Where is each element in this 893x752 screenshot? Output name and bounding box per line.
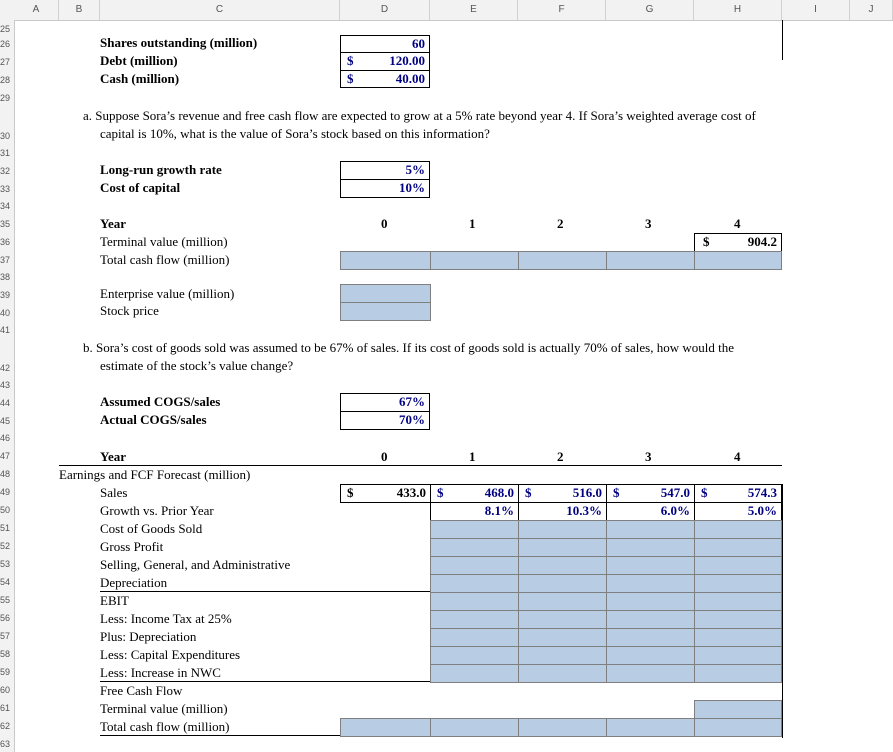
stock-price-label: Stock price [100, 303, 159, 318]
year-b-1: 1 [469, 449, 476, 464]
year-label-b: Year [100, 449, 126, 464]
sales-2[interactable] [518, 484, 607, 503]
total-cf-a-4[interactable] [694, 251, 782, 270]
row-number[interactable]: 30 [0, 131, 11, 141]
sales-0[interactable] [340, 484, 431, 503]
row-number[interactable]: 55 [0, 595, 11, 605]
total-cf-b-4[interactable] [694, 718, 782, 737]
grid-line [430, 574, 782, 575]
row-number[interactable]: 28 [0, 75, 11, 85]
year-row-underline [59, 465, 782, 466]
row-number[interactable]: 25 [0, 24, 11, 34]
sheet-divider [782, 20, 783, 60]
row-number[interactable]: 38 [0, 272, 11, 282]
nwc-label: Less: Increase in NWC [100, 665, 221, 680]
row-number[interactable]: 41 [0, 325, 11, 335]
row-number[interactable]: 40 [0, 308, 11, 318]
row-number[interactable]: 58 [0, 649, 11, 659]
row-number[interactable]: 54 [0, 577, 11, 587]
cash-currency: $ [347, 71, 354, 86]
grid-line [430, 610, 782, 611]
row-number[interactable]: 51 [0, 523, 11, 533]
growth-rate-label: Long-run growth rate [100, 162, 222, 177]
growth-4[interactable]: 5.0% [694, 502, 782, 521]
terminal-currency: $ [703, 234, 710, 249]
shares-label: Shares outstanding (million) [100, 35, 258, 50]
total-cf-a-2[interactable] [518, 251, 607, 270]
column-header-b[interactable]: B [59, 0, 100, 20]
debt-currency: $ [347, 53, 354, 68]
row-number[interactable]: 33 [0, 184, 11, 194]
grid-line [430, 538, 782, 539]
sales-2-value: 516.0 [572, 485, 602, 500]
row-number[interactable]: 32 [0, 166, 11, 176]
row-number[interactable]: 49 [0, 487, 11, 497]
row-number[interactable]: 57 [0, 631, 11, 641]
year-b-4: 4 [734, 449, 741, 464]
total-cash-flow-label-a: Total cash flow (million) [100, 252, 230, 267]
grid-line [430, 646, 782, 647]
cogs-label: Cost of Goods Sold [100, 521, 203, 536]
depreciation-label: Depreciation [100, 575, 168, 590]
nwc-underline [100, 681, 430, 682]
grid-line [430, 628, 782, 629]
forecast-grid-year4[interactable] [694, 520, 782, 683]
row-number[interactable]: 27 [0, 57, 11, 67]
column-header-e[interactable]: E [430, 0, 518, 20]
sales-3-value: 547.0 [660, 485, 690, 500]
growth-1[interactable]: 8.1% [430, 502, 519, 521]
total-cash-flow-label-b: Total cash flow (million) [100, 719, 230, 734]
row-number[interactable]: 34 [0, 201, 11, 211]
column-header-j[interactable]: J [850, 0, 893, 20]
column-header-h[interactable]: H [694, 0, 782, 20]
debt-input[interactable] [340, 52, 430, 70]
growth-label: Growth vs. Prior Year [100, 503, 214, 518]
gross-profit-label: Gross Profit [100, 539, 164, 554]
sales-4-currency: $ [701, 485, 708, 500]
row-header-bar [0, 20, 15, 752]
row-number[interactable]: 53 [0, 559, 11, 569]
sales-4[interactable] [694, 484, 782, 503]
sales-1[interactable] [430, 484, 519, 503]
row-number[interactable]: 56 [0, 613, 11, 623]
cash-value: 40.00 [395, 71, 425, 86]
row-number[interactable]: 52 [0, 541, 11, 551]
total-cf-a-1[interactable] [430, 251, 519, 270]
actual-cogs-input[interactable]: 70% [340, 411, 430, 430]
year-b-0: 0 [381, 449, 388, 464]
sales-label: Sales [100, 485, 128, 500]
column-header-c[interactable]: C [100, 0, 340, 20]
sales-0-value: 433.0 [396, 485, 426, 500]
row-number[interactable]: 43 [0, 380, 11, 390]
capex-label: Less: Capital Expenditures [100, 647, 241, 662]
growth-rate-input[interactable]: 5% [340, 161, 430, 180]
row-number[interactable]: 31 [0, 148, 11, 158]
sga-label: Selling, General, and Administrative [100, 557, 291, 572]
column-header-f[interactable]: F [518, 0, 606, 20]
total-cf-a-0[interactable] [340, 251, 431, 270]
row-number[interactable]: 42 [0, 363, 11, 373]
assumed-cogs-input[interactable]: 67% [340, 393, 430, 412]
sales-3-currency: $ [613, 485, 620, 500]
forecast-grid-year2[interactable] [518, 520, 607, 683]
sales-1-value: 468.0 [484, 485, 514, 500]
year-a-1: 1 [469, 216, 476, 231]
row-number[interactable]: 61 [0, 703, 11, 713]
row-number[interactable]: 26 [0, 39, 11, 49]
question-a-line2: capital is 10%, what is the value of Sora’s stock based on this information? [100, 126, 490, 141]
cost-of-capital-label: Cost of capital [100, 180, 181, 195]
terminal-value-label-b: Terminal value (million) [100, 701, 228, 716]
year-a-3: 3 [645, 216, 652, 231]
terminal-value-label-a: Terminal value (million) [100, 234, 228, 249]
total-cf-a-3[interactable] [606, 251, 695, 270]
question-b-line2: estimate of the stock’s value change? [100, 358, 294, 373]
terminal-value-a: 904.2 [747, 234, 777, 249]
grid-line [430, 664, 782, 665]
sales-3[interactable] [606, 484, 695, 503]
total-cf-b-1[interactable] [430, 718, 519, 737]
row-number[interactable]: 36 [0, 237, 11, 247]
row-number[interactable]: 44 [0, 398, 11, 408]
terminal-value-cell-a[interactable] [694, 233, 782, 252]
stock-price-cell[interactable] [340, 302, 431, 321]
grid-line [430, 592, 782, 593]
terminal-value-cell-b[interactable] [694, 700, 782, 719]
actual-cogs-label: Actual COGS/sales [100, 412, 207, 427]
row-number[interactable]: 59 [0, 667, 11, 677]
year-b-3: 3 [645, 449, 652, 464]
row-number[interactable]: 39 [0, 290, 11, 300]
enterprise-value-cell[interactable] [340, 284, 431, 303]
enterprise-value-label: Enterprise value (million) [100, 286, 235, 301]
year-a-0: 0 [381, 216, 388, 231]
sales-4-value: 574.3 [747, 485, 777, 500]
plus-depreciation-label: Plus: Depreciation [100, 629, 197, 644]
cash-label: Cash (million) [100, 71, 180, 86]
row-number[interactable]: 62 [0, 721, 11, 731]
cash-input[interactable] [340, 70, 430, 88]
total-cf-b-3[interactable] [606, 718, 695, 737]
question-a-line1: a. Suppose Sora’s revenue and free cash flow are expected to grow at a 5% rate beyond year 4. If Sora’s weighted average cost of [83, 108, 756, 123]
cost-of-capital-input[interactable]: 10% [340, 179, 430, 198]
row-number[interactable]: 63 [0, 739, 11, 749]
forecast-right-border [782, 484, 783, 738]
depreciation-underline [100, 591, 430, 592]
row-number[interactable]: 60 [0, 685, 11, 695]
year-b-2: 2 [557, 449, 564, 464]
row-number[interactable]: 45 [0, 416, 11, 426]
row-number[interactable]: 37 [0, 255, 11, 265]
sales-1-currency: $ [437, 485, 444, 500]
forecast-grid-year3[interactable] [606, 520, 695, 683]
shares-input[interactable]: 60 [340, 35, 430, 53]
row-number[interactable]: 29 [0, 93, 11, 103]
column-header-d[interactable]: D [340, 0, 430, 20]
year-a-2: 2 [557, 216, 564, 231]
forecast-grid-year1[interactable] [430, 520, 519, 683]
row-number[interactable]: 48 [0, 469, 11, 479]
column-header-bar [0, 0, 893, 21]
question-b-line1: b. Sora’s cost of goods sold was assumed to be 67% of sales. If its cost of goods sold is actually 70% of sales, how would the [83, 340, 735, 355]
growth-2[interactable]: 10.3% [518, 502, 607, 521]
debt-value: 120.00 [389, 53, 425, 68]
assumed-cogs-label: Assumed COGS/sales [100, 394, 221, 409]
year-label-a: Year [100, 216, 126, 231]
ebit-label: EBIT [100, 593, 129, 608]
year-a-4: 4 [734, 216, 741, 231]
column-header-a[interactable]: A [14, 0, 59, 20]
forecast-title: Earnings and FCF Forecast (million) [59, 467, 251, 482]
row-number[interactable]: 35 [0, 219, 11, 229]
total-cf-b-2[interactable] [518, 718, 607, 737]
column-header-i[interactable]: I [782, 0, 850, 20]
income-tax-label: Less: Income Tax at 25% [100, 611, 232, 626]
grid-line [430, 556, 782, 557]
free-cash-flow-label: Free Cash Flow [100, 683, 183, 698]
debt-label: Debt (million) [100, 53, 178, 68]
sales-2-currency: $ [525, 485, 532, 500]
row-number[interactable]: 46 [0, 433, 11, 443]
column-header-g[interactable]: G [606, 0, 694, 20]
row-number[interactable]: 50 [0, 505, 11, 515]
sales-0-currency: $ [347, 485, 354, 500]
total-cf-b-0[interactable] [340, 718, 431, 737]
row-number[interactable]: 47 [0, 451, 11, 461]
growth-3[interactable]: 6.0% [606, 502, 695, 521]
